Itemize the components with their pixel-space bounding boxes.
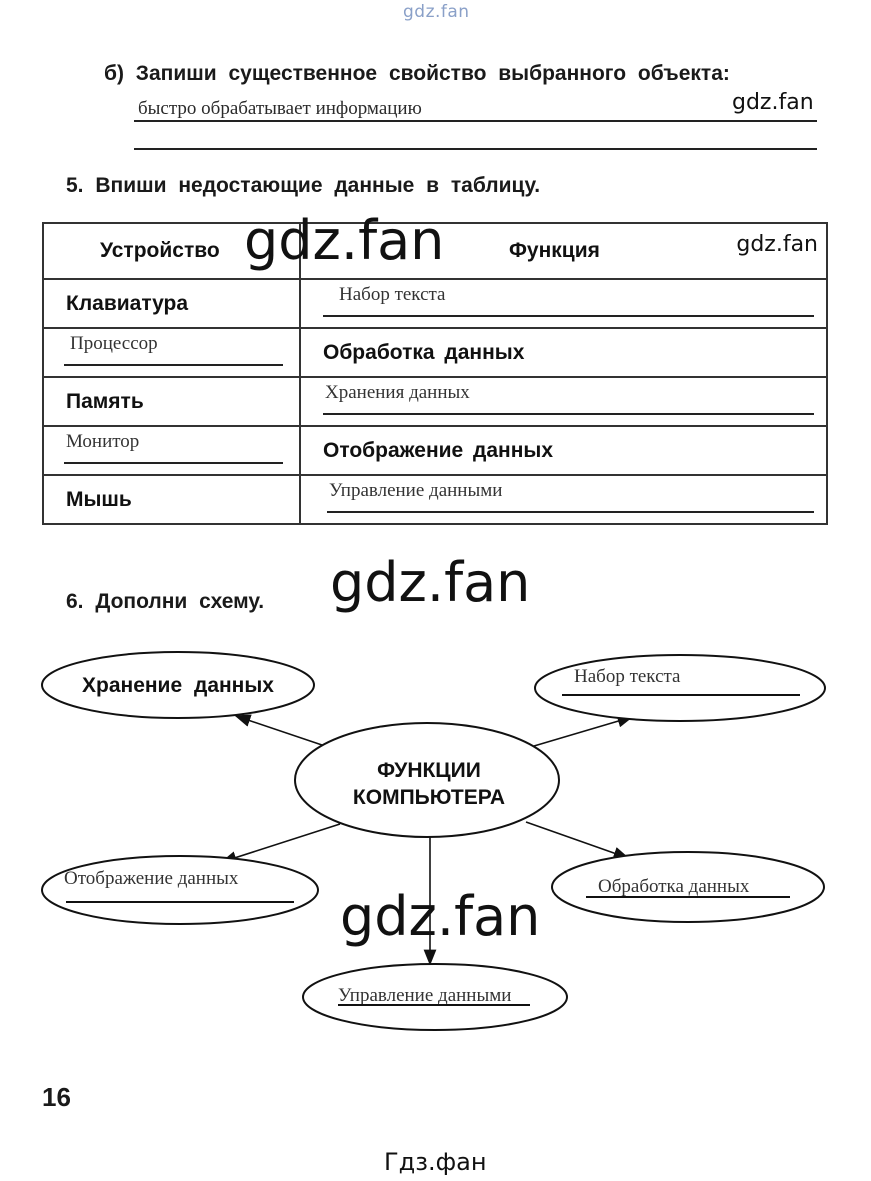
page-number: 16 [42,1082,71,1112]
section-b-prompt: б) Запиши существенное свойство выбранного объекта: [104,62,730,85]
footer-text: Гдз.фан [384,1148,487,1176]
task5-text: Впиши недостающие данные в таблицу. [95,174,541,197]
section-b-watermark: gdz.fan [732,90,814,115]
center-line1: ФУНКЦИИ [377,759,481,782]
node-top-right [535,655,825,721]
arrow-mid-right [526,822,628,858]
node-top-left-label: Хранение данных [82,674,274,697]
watermark-scheme: gdz.fan [340,885,541,948]
node-mid-left-answer: Отображение данных [64,868,239,889]
section-b-answer: быстро обрабатывает информацию [138,98,422,119]
function-answer: Набор текста [339,284,446,305]
center-line2: КОМПЬЮТЕРА [352,786,506,809]
task6-number: 6. [66,590,84,613]
watermark-task6: gdz.fan [330,551,531,614]
device-answer: Процессор [70,333,158,354]
node-top-right-answer: Набор текста [574,666,681,687]
watermark-table: gdz.fan [244,209,445,272]
device-label: Память [66,389,144,413]
function-label: Обработка данных [323,340,525,364]
arrow-top-left [236,716,322,745]
watermark-top: gdz.fan [403,2,470,22]
header-watermark: gdz.fan [736,232,818,257]
device-label: Мышь [66,487,132,511]
task5-number: 5. [66,174,84,197]
node-mid-right-answer: Обработка данных [598,876,750,897]
task6-text: Дополни схему. [95,590,265,613]
device-label: Клавиатура [66,291,189,315]
function-answer: Хранения данных [325,382,470,403]
arrow-top-right [534,717,632,746]
node-mid-left [42,856,318,924]
device-answer: Монитор [66,431,140,452]
arrow-mid-left [222,824,340,862]
function-answer: Управление данными [329,480,503,501]
function-label: Отображение данных [323,438,554,462]
header-function: Функция [509,239,600,262]
header-device: Устройство [100,239,220,262]
node-bottom-answer: Управление данными [338,985,512,1006]
